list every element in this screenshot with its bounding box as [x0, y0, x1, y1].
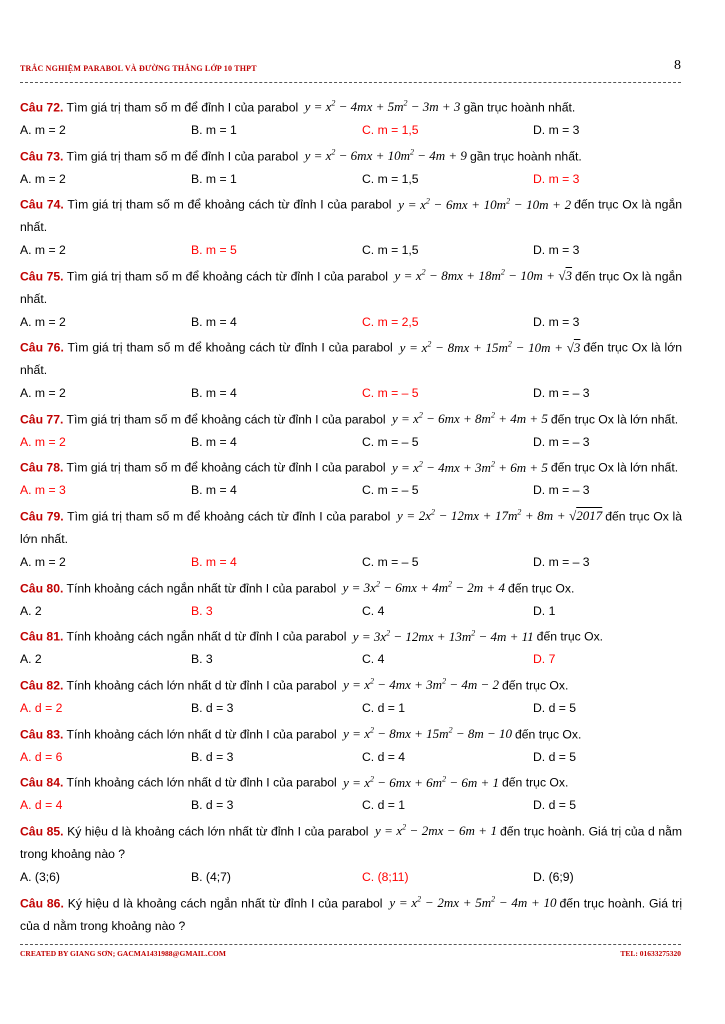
question-text [20, 817, 682, 866]
answer-options [20, 794, 682, 817]
answer-options [20, 648, 682, 671]
question-text [20, 262, 682, 311]
question-text [20, 574, 682, 600]
question-prompt: Tìm giá trị tham số m để khoảng cách từ đỉnh I của parabol [66, 269, 388, 284]
question-number: Câu 76. [20, 340, 64, 355]
question-number: Câu 73. [20, 149, 64, 164]
document-title: TRẮC NGHIỆM PARABOL VÀ ĐƯỜNG THẲNG LỚP 10 THPT [20, 64, 257, 73]
question-item [20, 574, 682, 623]
answer-option: B. m = 1 [191, 171, 237, 186]
parabol-formula: $y = x^2 - 6mx + 6m^2 - 6m + 1$ [343, 774, 499, 790]
question-item [20, 333, 682, 404]
question-text [20, 405, 682, 431]
question-number: Câu 77. [20, 412, 64, 427]
correct-answer-option: A. d = 4 [20, 798, 63, 813]
question-number: Câu 74. [20, 197, 64, 212]
question-suffix: gần trục hoành nhất. [469, 149, 582, 164]
question-item [20, 405, 682, 454]
answer-option: B. m = 4 [191, 483, 237, 498]
question-prompt: Ký hiệu d là khoảng cách ngắn nhất từ đỉnh I của parabol [67, 895, 383, 910]
question-number: Câu 83. [20, 727, 64, 742]
correct-answer-option: B. m = 4 [191, 554, 237, 569]
answer-option: B. (4;7) [191, 869, 231, 884]
question-suffix: đến trục Ox. [536, 629, 604, 644]
question-text [20, 768, 682, 794]
question-item [20, 93, 682, 142]
answer-option: C. m = 1,5 [362, 243, 419, 258]
answer-option: A. m = 2 [20, 386, 66, 401]
question-suffix: gần trục hoành nhất. [463, 100, 576, 115]
page-footer [20, 944, 681, 965]
question-prompt: Ký hiệu d là khoảng cách lớn nhất từ đỉnh I của parabol [67, 824, 369, 839]
answer-option: A. m = 2 [20, 554, 66, 569]
answer-options [20, 119, 682, 142]
question-prompt: Tìm giá trị tham số m để khoảng cách từ đỉnh I của parabol [66, 460, 386, 475]
answer-option: D. m = – 3 [533, 434, 590, 449]
answer-option: C. d = 1 [362, 701, 406, 716]
answer-option: C. m = – 5 [362, 434, 419, 449]
question-number: Câu 86. [20, 895, 64, 910]
answer-option: D. m = 3 [533, 243, 580, 258]
answer-option: A. 2 [20, 603, 42, 618]
answer-option: A. (3;6) [20, 869, 60, 884]
parabol-formula: $y = x^2 - 4mx + 3m^2 - 4m - 2$ [343, 677, 499, 693]
answer-options [20, 600, 682, 623]
question-text [20, 502, 682, 551]
question-text [20, 190, 682, 239]
answer-option: C. d = 1 [362, 798, 406, 813]
question-suffix: đến trục Ox là lớn nhất. [550, 412, 679, 427]
question-prompt: Tìm giá trị tham số m để đỉnh I của parabol [66, 149, 299, 164]
parabol-formula: $y = 3x^2 - 6mx + 4m^2 - 2m + 4$ [342, 579, 505, 595]
page-header [20, 58, 681, 83]
question-prompt: Tính khoảng cách lớn nhất d từ đỉnh I của parabol [66, 678, 337, 693]
correct-answer-option: C. m = – 5 [362, 386, 419, 401]
parabol-formula: $y = x^2 - 6mx + 10m^2 - 4m + 9$ [304, 147, 467, 164]
question-prompt: Tính khoảng cách ngắn nhất từ đỉnh I của parabol [66, 580, 337, 595]
answer-option: B. 3 [191, 652, 213, 667]
answer-option: D. m = 3 [533, 314, 580, 329]
answer-option: C. 4 [362, 652, 385, 667]
answer-option: B. d = 3 [191, 701, 234, 716]
answer-option: A. m = 2 [20, 171, 66, 186]
answer-option: B. m = 4 [191, 314, 237, 329]
question-number: Câu 78. [20, 460, 64, 475]
correct-answer-option: B. m = 5 [191, 243, 237, 258]
correct-answer-option: A. d = 6 [20, 749, 63, 764]
question-suffix: đến trục Ox là lớn nhất. [550, 460, 679, 475]
parabol-formula: $y = x^2 - 8mx + 15m^2 - 10m + √3$ [399, 339, 581, 355]
question-suffix: đến trục Ox là ngắn nhất. [20, 269, 683, 306]
question-suffix: đến trục Ox là ngắn nhất. [20, 197, 683, 235]
question-item [20, 502, 682, 573]
question-item [20, 671, 682, 720]
question-item [20, 142, 682, 191]
answer-option: B. d = 3 [191, 798, 234, 813]
answer-option: D. m = – 3 [533, 554, 590, 569]
correct-answer-option: D. m = 3 [533, 171, 580, 186]
question-text [20, 453, 682, 479]
question-prompt: Tính khoảng cách lớn nhất d từ đỉnh I của parabol [66, 775, 337, 790]
question-item [20, 622, 682, 671]
parabol-formula: $y = x^2 - 6mx + 10m^2 - 10m + 2$ [398, 196, 572, 212]
question-item [20, 190, 682, 261]
answer-option: D. d = 5 [533, 701, 577, 716]
answer-options [20, 168, 682, 191]
answer-option: C. 4 [362, 603, 385, 618]
question-suffix: đến trục Ox là lớn nhất. [20, 340, 683, 378]
question-number: Câu 72. [20, 100, 64, 115]
correct-answer-option: C. (8;11) [362, 869, 409, 884]
question-prompt: Tìm giá trị tham số m để khoảng cách từ đỉnh I của parabol [67, 340, 393, 355]
question-text [20, 142, 682, 168]
question-number: Câu 82. [20, 678, 64, 693]
parabol-formula: $y = x^2 - 8mx + 18m^2 - 10m + √3$ [394, 267, 573, 284]
answer-options [20, 866, 682, 889]
question-number: Câu 85. [20, 824, 64, 839]
parabol-formula: $y = x^2 - 8mx + 15m^2 - 8m - 10$ [343, 725, 512, 742]
answer-option: B. m = 1 [191, 123, 237, 138]
answer-option: D. m = – 3 [533, 483, 590, 498]
question-number: Câu 75. [20, 269, 64, 284]
answer-option: B. d = 3 [191, 749, 234, 764]
question-number: Câu 80. [20, 580, 64, 595]
question-prompt: Tìm giá trị tham số m để khoảng cách từ đỉnh I của parabol [66, 412, 386, 427]
question-suffix: đến trục Ox. [502, 775, 569, 790]
question-item [20, 768, 682, 817]
correct-answer-option: B. 3 [191, 603, 213, 618]
answer-option: C. m = – 5 [362, 483, 419, 498]
answer-options [20, 239, 682, 262]
question-suffix: đến trục Ox là lớn nhất. [20, 509, 683, 547]
answer-option: A. m = 2 [20, 123, 66, 138]
parabol-formula: $y = x^2 - 4mx + 5m^2 - 3m + 3$ [304, 99, 461, 115]
answer-options [20, 746, 682, 769]
correct-answer-option: A. m = 3 [20, 483, 66, 498]
correct-answer-option: D. 7 [533, 652, 556, 667]
parabol-formula: $y = x^2 - 2mx + 5m^2 - 4m + 10$ [389, 894, 557, 910]
question-item [20, 889, 682, 938]
footer-phone: TEL: 01633275320 [620, 949, 681, 958]
question-prompt: Tính khoảng cách ngắn nhất d từ đỉnh I của parabol [66, 629, 347, 644]
question-text [20, 889, 682, 938]
answer-options [20, 479, 682, 502]
answer-option: A. m = 2 [20, 314, 66, 329]
question-item [20, 817, 682, 888]
answer-options [20, 382, 682, 405]
question-suffix: đến trục Ox. [515, 727, 582, 742]
answer-option: D. m = – 3 [533, 386, 590, 401]
page-number: 8 [674, 58, 681, 73]
correct-answer-option: C. m = 1,5 [362, 123, 419, 138]
answer-option: D. 1 [533, 603, 556, 618]
question-number: Câu 84. [20, 775, 64, 790]
answer-options [20, 551, 682, 574]
parabol-formula: $y = 2x^2 - 12mx + 17m^2 + 8m + √2017$ [397, 508, 603, 524]
question-list [20, 93, 682, 937]
question-text [20, 333, 682, 382]
answer-option: B. m = 4 [191, 386, 237, 401]
footer-author: CREATED BY GIANG SƠN; GACMA1431988@GMAIL.COM [20, 949, 226, 958]
parabol-formula: $y = x^2 - 6mx + 8m^2 + 4m + 5$ [392, 410, 548, 427]
answer-option: B. m = 4 [191, 434, 237, 449]
parabol-formula: $y = x^2 - 2mx - 6m + 1$ [375, 823, 497, 839]
question-prompt: Tìm giá trị tham số m để đỉnh I của parabol [66, 100, 299, 115]
question-item [20, 453, 682, 502]
parabol-formula: $y = x^2 - 4mx + 3m^2 + 6m + 5$ [392, 459, 548, 475]
question-number: Câu 79. [20, 509, 64, 524]
question-suffix: đến trục hoành. Giá trị của d nằm trong khoảng nào ? [20, 824, 683, 862]
answer-option: A. 2 [20, 652, 42, 667]
question-item [20, 262, 682, 333]
correct-answer-option: C. m = 2,5 [362, 314, 419, 329]
answer-option: D. m = 3 [533, 123, 580, 138]
question-prompt: Tìm giá trị tham số m để khoảng cách từ đỉnh I của parabol [67, 509, 391, 524]
question-number: Câu 81. [20, 629, 64, 644]
answer-option: C. d = 4 [362, 749, 406, 764]
question-suffix: đến trục Ox. [502, 678, 569, 693]
correct-answer-option: A. d = 2 [20, 701, 63, 716]
question-item [20, 720, 682, 769]
answer-option: A. m = 2 [20, 243, 66, 258]
answer-option: D. d = 5 [533, 749, 577, 764]
question-text [20, 720, 682, 746]
parabol-formula: $y = 3x^2 - 12mx + 13m^2 - 4m + 11$ [352, 628, 534, 644]
answer-options [20, 311, 682, 334]
answer-option: D. d = 5 [533, 798, 577, 813]
answer-options [20, 431, 682, 454]
question-prompt: Tính khoảng cách lớn nhất d từ đỉnh I của parabol [66, 727, 337, 742]
question-suffix: đến trục hoành. Giá trị của d nằm trong khoảng nào ? [20, 895, 683, 933]
question-suffix: đến trục Ox. [507, 580, 575, 595]
answer-option: C. m = – 5 [362, 554, 419, 569]
answer-option: C. m = 1,5 [362, 171, 419, 186]
answer-options [20, 697, 682, 720]
question-text [20, 671, 682, 697]
question-text [20, 622, 682, 648]
answer-option: D. (6;9) [533, 869, 574, 884]
question-prompt: Tìm giá trị tham số m để khoảng cách từ đỉnh I của parabol [67, 197, 392, 212]
question-text [20, 93, 682, 119]
correct-answer-option: A. m = 2 [20, 434, 66, 449]
